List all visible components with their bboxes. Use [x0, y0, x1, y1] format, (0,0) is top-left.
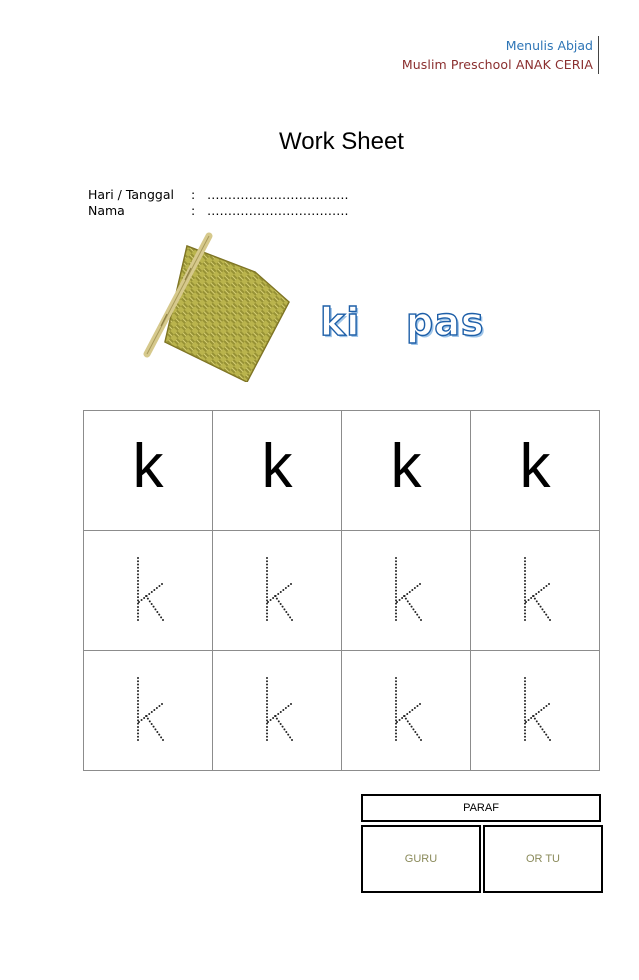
grid-cell — [471, 651, 600, 771]
grid-cell — [84, 531, 213, 651]
page-title: Work Sheet — [279, 128, 404, 155]
info-fields — [88, 187, 348, 219]
bamboo-fan-illustration — [135, 232, 295, 382]
grid-cell — [213, 651, 342, 771]
info-row-date — [88, 187, 348, 203]
grid-cell — [342, 531, 471, 651]
date-blank[interactable]: ……………………………. — [207, 187, 349, 202]
grid-row-trace — [84, 531, 600, 651]
dotted-letter — [515, 554, 555, 624]
dotted-letter — [128, 674, 168, 744]
dotted-letter — [257, 674, 297, 744]
dotted-letter — [386, 674, 426, 744]
info-row-name — [88, 203, 348, 219]
header-subject: Menulis Abjad — [505, 38, 593, 53]
date-label: Hari / Tanggal — [88, 187, 174, 202]
header-school: Muslim Preschool ANAK CERIA — [401, 57, 593, 72]
name-colon: : — [191, 203, 196, 218]
grid-cell — [213, 411, 342, 531]
dotted-letter — [515, 674, 555, 744]
solid-letter: k — [519, 431, 551, 501]
grid-cell — [342, 651, 471, 771]
solid-letter: k — [390, 431, 422, 501]
name-label: Nama — [88, 203, 125, 218]
solid-letter: k — [261, 431, 293, 501]
dotted-letter — [128, 554, 168, 624]
grid-row-trace — [84, 651, 600, 771]
dotted-letter — [257, 554, 297, 624]
grid-cell — [213, 531, 342, 651]
solid-letter: k — [132, 431, 164, 501]
name-blank[interactable]: ……………………………. — [207, 203, 349, 218]
dotted-letter — [386, 554, 426, 624]
word-part-2: pas — [406, 300, 485, 344]
header — [402, 36, 599, 74]
word-part-1: ki — [320, 300, 361, 344]
grid-cell — [84, 411, 213, 531]
teacher-signature-box[interactable]: GURU — [361, 825, 481, 893]
grid-cell — [342, 411, 471, 531]
grid-row-solid — [84, 411, 600, 531]
date-colon: : — [191, 187, 196, 202]
grid-cell — [84, 651, 213, 771]
grid-cell — [471, 531, 600, 651]
letter-grid — [83, 410, 600, 771]
parent-signature-box[interactable]: OR TU — [483, 825, 603, 893]
grid-cell — [471, 411, 600, 531]
paraf-header: PARAF — [361, 794, 601, 822]
